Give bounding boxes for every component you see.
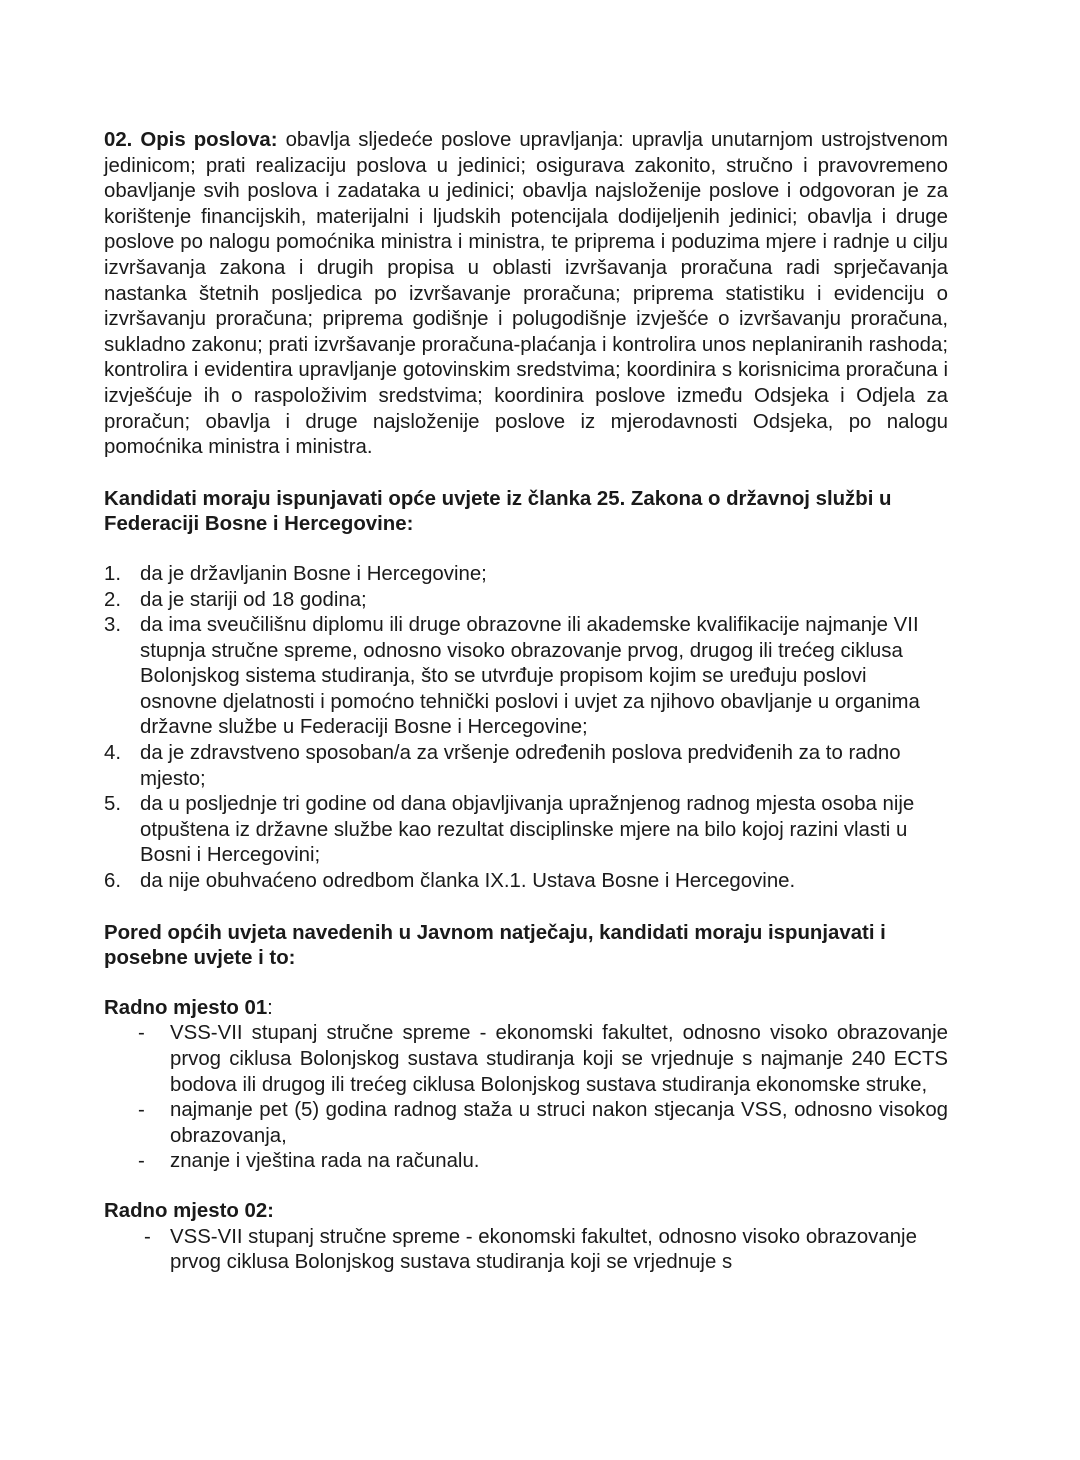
list-item [104,613,948,741]
list-item-text: da je stariji od 18 godina; [140,588,367,611]
list-item-text: da je zdravstveno sposoban/a za vršenje određenih poslova predviđenih za to radno mjesto; [140,742,901,790]
list-item-text: najmanje pet (5) godina radnog staža u struci nakon stjecanja VSS, odnosno visokog obrazovanja, [170,1099,948,1147]
list-item-text: da nije obuhvaćeno odredbom članka IX.1. Ustava Bosne i Hercegovine. [140,870,796,893]
general-conditions-heading: Kandidati moraju ispunjavati opće uvjete iz članka 25. Zakona o državnoj službi u Federaciji Bosne i Hercegovine: [104,487,892,536]
position-01-requirements [104,1021,948,1175]
list-item-number: 5. [104,793,122,816]
job-description-label: 02. Opis poslova: [104,129,278,151]
special-conditions-heading: Pored općih uvjeta navedenih u Javnom natječaju, kandidati moraju ispunjavati i posebne uvjete i to: [104,921,886,970]
list-item-text: znanje i vještina rada na računalu. [170,1150,480,1173]
job-description-paragraph [104,128,948,461]
list-item-number: 3. [104,614,122,637]
list-item [104,1098,948,1149]
position-02-requirements [104,1225,948,1276]
list-item-number: 4. [104,742,122,765]
list-item [104,562,948,588]
list-item-text: VSS-VII stupanj stručne spreme - ekonomski fakultet, odnosno visoko obrazovanje prvog ciklusa Bolonjskog sustava studiranja koji se vrjednuje s [170,1225,917,1274]
list-item [104,1021,948,1098]
dash-bullet: - [138,1150,145,1173]
job-description-text: obavlja sljedeće poslove upravljanja: upravlja unutarnjom ustrojstvenom jedinicom; prati realizaciju poslova u jedinici; osigurava zakonito, stručno i pravovremeno obavljanje svih poslova i zadataka u jedinici; obavlja najsloženije poslove i odgovoran je za korištenje financijskih, materijalni i ljudskih potencijala dodijeljenih jedinici; obavlja i druge poslove po nalogu pomoćnika ministra i ministra, te priprema i poduzima mjere i radnje u cilju izvršavanja zakona i drugih propisa u oblasti izvršavanja proračuna radi sprječavanja nastanka štetnih posljedica po izvršavanje proračuna; priprema statistiku i evidenciju o izvršavanju proračuna; priprema godišnje i polugodišnje izvješće o izvršavanju proračuna, sukladno zakonu; prati izvršavanje proračuna-plaćanja i kontrolira unos neplaniranih rashoda; kontrolira i evidentira upravljanje gotovinskim sredstvima; koordinira s korisnicima proračuna i izvješćuje ih o raspoloživim sredstvima; koordinira poslove između Odsjeka i Odjela za proračun; obavlja i druge najsloženije poslove iz mjerodavnosti Odsjeka, po nalogu pomoćnika ministra i ministra. [104,129,948,459]
position-01-label [104,996,948,1022]
list-item-number: 1. [104,562,122,585]
list-item-text: VSS-VII stupanj stručne spreme - ekonomski fakultet, odnosno visoko obrazovanje prvog ciklusa Bolonjskog sustava studiranja koji se vrjednuje s najmanje 240 ECTS bodova ili drugog ili trećeg ciklusa Bolonjskog sustava studiranja ekonomske struke, [170,1022,948,1096]
position-01-colon: : [267,996,273,1019]
list-item-text: da u posljednje tri godine od dana objavljivanja upražnjenog radnog mjesta osoba nije otpuštena iz državne službe kao rezultat disciplinske mjere na bilo kojoj razini vlasti u Bosni i Hercegovini; [140,793,915,867]
list-item [104,1225,948,1276]
list-item [104,869,948,895]
list-item-text: da je državljanin Bosne i Hercegovine; [140,562,487,585]
list-item [104,588,948,614]
general-conditions-list [104,562,948,895]
list-item [104,741,948,792]
list-item [104,792,948,869]
dash-bullet: - [138,1022,145,1045]
list-item [104,1149,948,1175]
list-item-number: 2. [104,588,122,611]
position-01-title: Radno mjesto 01 [104,996,268,1019]
list-item-number: 6. [104,870,122,893]
dash-bullet: - [138,1099,145,1122]
position-02-label: Radno mjesto 02: [104,1199,274,1222]
dash-bullet: - [144,1225,151,1248]
list-item-text: da ima sveučilišnu diplomu ili druge obrazovne ili akademske kvalifikacije najmanje VII stupnja stručne spreme, odnosno visoko obrazovanje prvog, drugog ili trećeg ciklusa Bolonjskog sistema studiranja, što se utvrđuje propisom kojim se uređuju poslovi osnovne djelatnosti i pomoćno tehnički poslovi i uvjet za njihovo obavljanje u organima državne službe u Federaciji Bosne i Hercegovine; [140,614,920,739]
